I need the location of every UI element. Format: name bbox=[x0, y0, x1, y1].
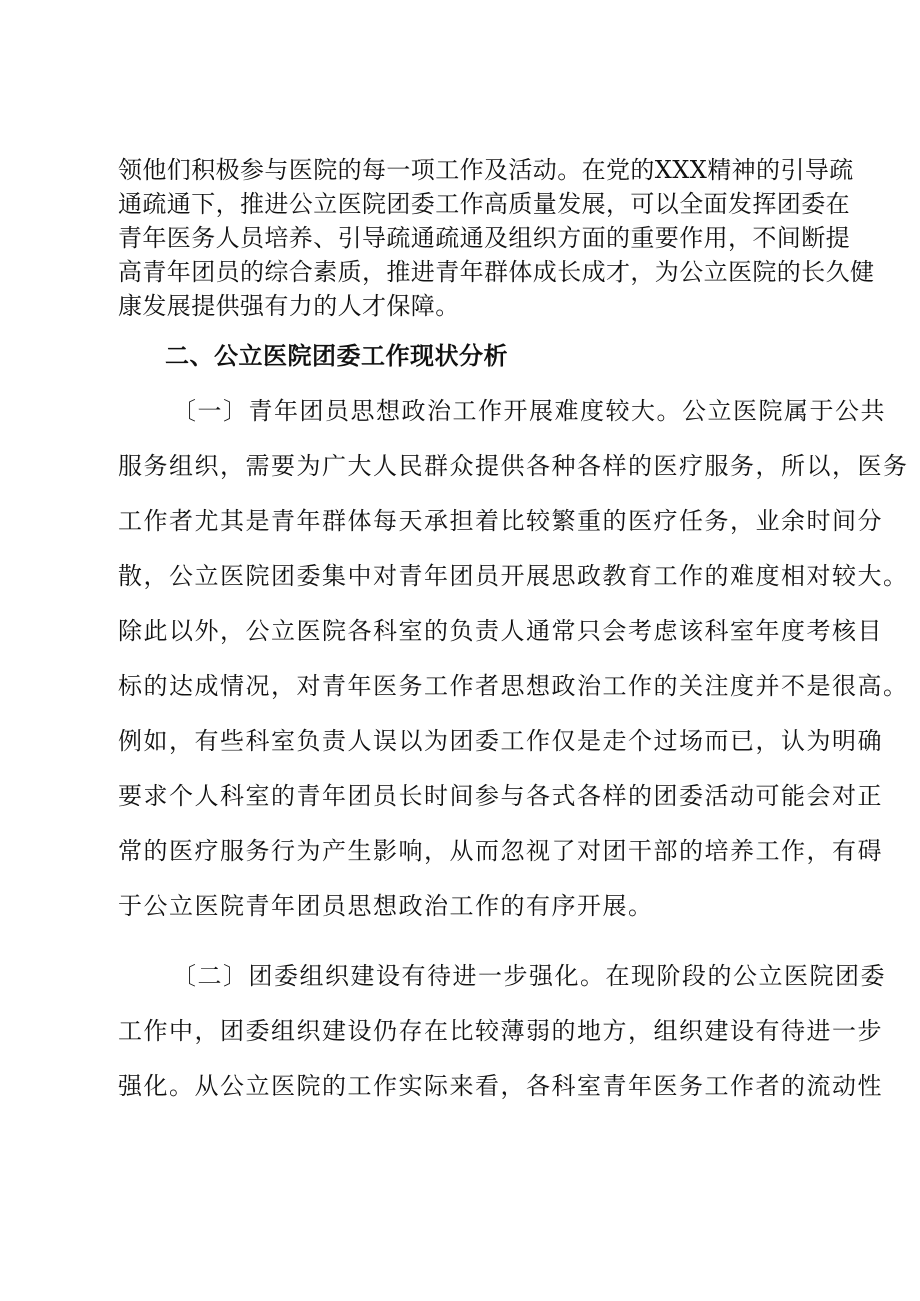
intro-line-5: 康发展提供强有力的人才保障。 bbox=[118, 292, 460, 320]
section-heading: 二、公立医院团委工作现状分析 bbox=[165, 342, 508, 370]
intro-line-1: 领他们积极参与医院的每一项工作及活动。在党的XXX精神的引导疏 bbox=[118, 156, 854, 184]
para1-line-10: 于公立医院青年团员思想政治工作的有序开展。 bbox=[118, 892, 654, 920]
para1-line-3: 工作者尤其是青年群体每天承担着比较繁重的医疗任务，业余时间分 bbox=[118, 507, 883, 535]
para2-line-3: 强化。从公立医院的工作实际来看，各科室青年医务工作者的流动性 bbox=[118, 1072, 883, 1100]
intro-line-3: 青年医务人员培养、引导疏通疏通及组织方面的重要作用，不间断提 bbox=[118, 224, 850, 252]
para1-line-5: 除此以外，公立医院各科室的负责人通常只会考虑该科室年度考核目 bbox=[118, 617, 883, 645]
para1-line-9: 常的医疗服务行为产生影响，从而忽视了对团干部的培养工作，有碍 bbox=[118, 837, 883, 865]
para1-line-2: 服务组织，需要为广大人民群众提供各种各样的医疗服务，所以，医务 bbox=[118, 452, 909, 480]
para1-line-1: 〔一〕青年团员思想政治工作开展难度较大。公立医院属于公共 bbox=[172, 397, 886, 425]
para1-line-4: 散，公立医院团委集中对青年团员开展思政教育工作的难度相对较大。 bbox=[118, 562, 909, 590]
para1-line-8: 要求个人科室的青年团员长时间参与各式各样的团委活动可能会对正 bbox=[118, 782, 883, 810]
para2-line-2: 工作中，团委组织建设仍存在比较薄弱的地方，组织建设有待进一步 bbox=[118, 1017, 883, 1045]
para1-line-6: 标的达成情况，对青年医务工作者思想政治工作的关注度并不是很高。 bbox=[118, 672, 909, 700]
intro-line-2: 通疏通下，推进公立医院团委工作高质量发展，可以全面发挥团委在 bbox=[118, 190, 850, 218]
intro-line-4: 高青年团员的综合素质，推进青年群体成长成才，为公立医院的长久健 bbox=[118, 258, 875, 286]
para2-line-1: 〔二〕团委组织建设有待进一步强化。在现阶段的公立医院团委 bbox=[172, 962, 886, 990]
para1-line-7: 例如，有些科室负责人误以为团委工作仅是走个过场而已，认为明确 bbox=[118, 727, 883, 755]
